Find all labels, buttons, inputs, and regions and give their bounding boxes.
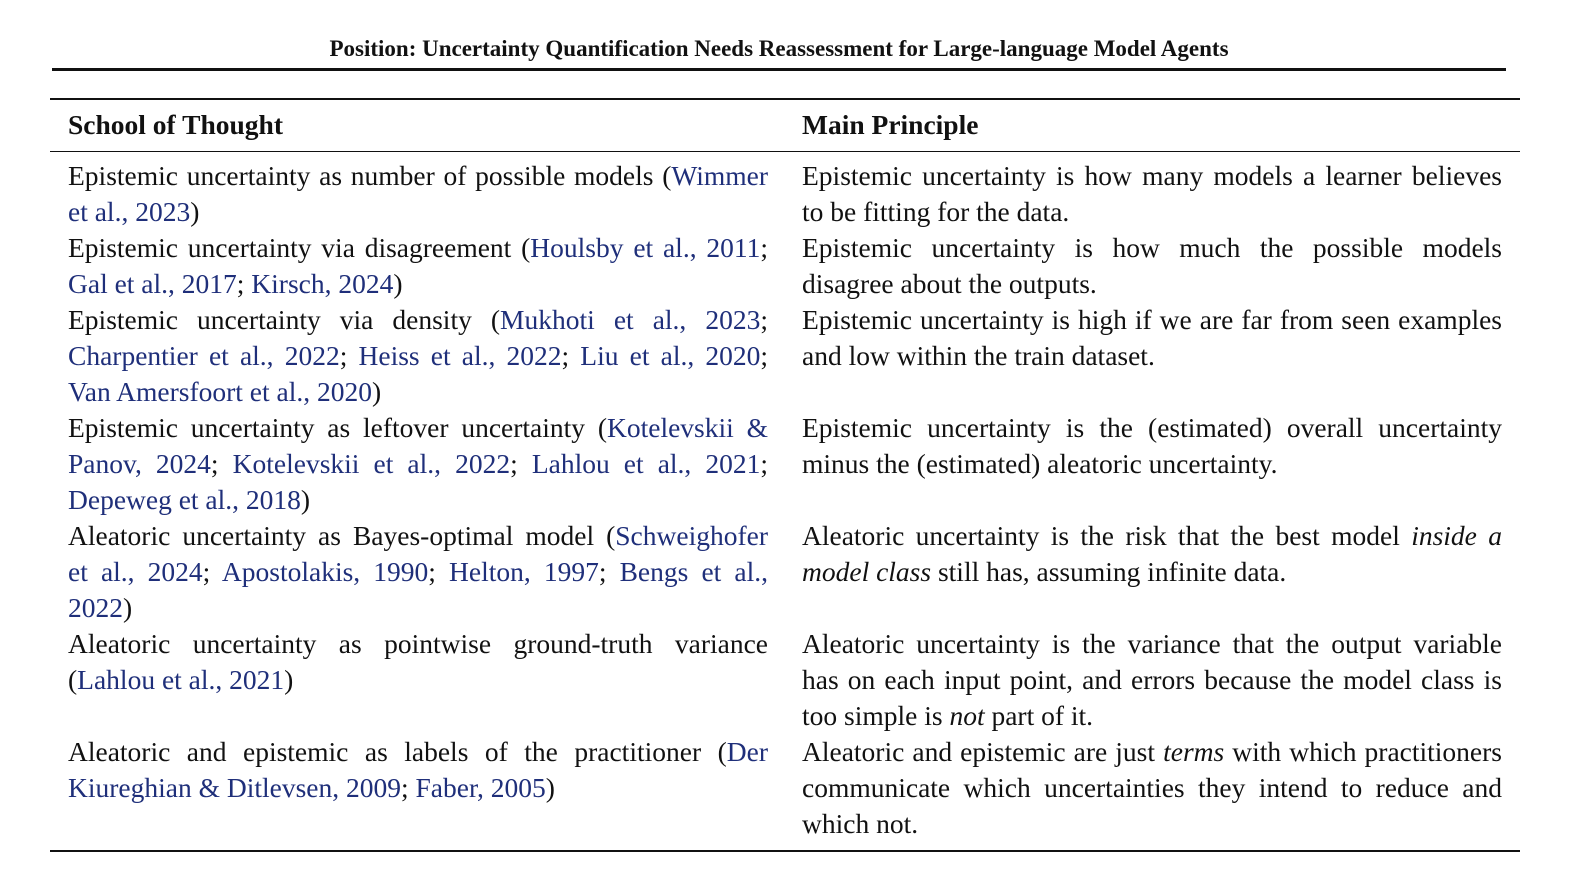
- school-of-thought-cell: Epistemic uncertainty as number of possible models (Wimmer et al., 2023): [68, 160, 768, 227]
- table-body: [50, 152, 1520, 851]
- emphasis-text: inside a model class: [802, 520, 1502, 587]
- citation-link[interactable]: Kotelevskii et al., 2022: [232, 448, 511, 479]
- citation-link[interactable]: Liu et al., 2020: [580, 340, 761, 371]
- citation-link[interactable]: Helton, 1997: [449, 556, 599, 587]
- citation-link[interactable]: Lahlou et al., 2021: [77, 664, 285, 695]
- citation-link[interactable]: Kirsch, 2024: [251, 268, 394, 299]
- school-of-thought-cell: Epistemic uncertainty as leftover uncertainty (Kotelevskii & Panov, 2024; Kotelevskii et al., 2022; Lahlou et al., 2021; Depeweg et al., 2018): [68, 412, 769, 515]
- table-row: [50, 152, 1520, 231]
- main-principle-cell: Epistemic uncertainty is how many models a learner believes to be fitting for the data.: [802, 160, 1502, 227]
- table-header-row: [50, 100, 1520, 152]
- citation-link[interactable]: Heiss et al., 2022: [358, 340, 562, 371]
- citation-link[interactable]: Depeweg et al., 2018: [68, 484, 301, 515]
- school-of-thought-cell: Epistemic uncertainty via density (Mukhoti et al., 2023; Charpentier et al., 2022; Heiss et al., 2022; Liu et al., 2020; Van Amersfoort et al., 2020): [68, 304, 769, 407]
- citation-link[interactable]: Charpentier et al., 2022: [68, 340, 340, 371]
- citation-link[interactable]: Der Kiureghian & Ditlevsen, 2009: [68, 736, 768, 803]
- school-of-thought-cell: Epistemic uncertainty via disagreement (Houlsby et al., 2011; Gal et al., 2017; Kirsch, 2024): [68, 232, 769, 299]
- citation-link[interactable]: Van Amersfoort et al., 2020: [68, 376, 372, 407]
- running-header: Position: Uncertainty Quantification Needs Reassessment for Large-language Model Agents: [52, 34, 1506, 71]
- school-of-thought-cell: Aleatoric uncertainty as pointwise ground-truth variance (Lahlou et al., 2021): [68, 628, 768, 695]
- citation-link[interactable]: Kotelevskii & Panov, 2024: [68, 412, 768, 479]
- table-row: [50, 518, 1520, 626]
- table-row: [50, 302, 1520, 410]
- main-principle-cell: Aleatoric uncertainty is the variance that the output variable has on each input point, and errors because the model class is too simple is not part of it.: [802, 628, 1502, 731]
- main-principle-cell: Aleatoric and epistemic are just terms with which practitioners communicate which uncertainties they intend to reduce and which not.: [802, 736, 1502, 839]
- header-main-principle: Main Principle: [784, 100, 1520, 152]
- schools-of-thought-table: [50, 98, 1520, 852]
- citation-link[interactable]: Bengs et al., 2022: [68, 556, 768, 623]
- table-row: [50, 230, 1520, 302]
- table-row: [50, 626, 1520, 734]
- citation-link[interactable]: Wimmer et al., 2023: [68, 160, 768, 227]
- emphasis-text: terms: [1163, 736, 1225, 767]
- main-principle-cell: Epistemic uncertainty is the (estimated) overall uncertainty minus the (estimated) aleatoric uncertainty.: [802, 412, 1502, 479]
- main-principle-cell: Epistemic uncertainty is high if we are far from seen examples and low within the train dataset.: [802, 304, 1502, 371]
- table-row: [50, 734, 1520, 850]
- header-school-of-thought: School of Thought: [50, 100, 784, 152]
- citation-link[interactable]: Faber, 2005: [415, 772, 546, 803]
- table-row: [50, 410, 1520, 518]
- emphasis-text: not: [949, 700, 985, 731]
- citation-link[interactable]: Houlsby et al., 2011: [530, 232, 761, 263]
- main-principle-cell: Aleatoric uncertainty is the risk that the best model inside a model class still has, assuming infinite data.: [802, 520, 1502, 587]
- citation-link[interactable]: Lahlou et al., 2021: [531, 448, 761, 479]
- citation-link[interactable]: Apostolakis, 1990: [221, 556, 429, 587]
- school-of-thought-cell: Aleatoric and epistemic as labels of the practitioner (Der Kiureghian & Ditlevsen, 2009; Faber, 2005): [68, 736, 768, 803]
- citation-link[interactable]: Gal et al., 2017: [68, 268, 237, 299]
- main-principle-cell: Epistemic uncertainty is how much the possible models disagree about the outputs.: [802, 232, 1502, 299]
- school-of-thought-cell: Aleatoric uncertainty as Bayes-optimal model (Schweighofer et al., 2024; Apostolakis, 1990; Helton, 1997; Bengs et al., 2022): [68, 520, 768, 623]
- citation-link[interactable]: Mukhoti et al., 2023: [500, 304, 761, 335]
- citation-link[interactable]: Schweighofer et al., 2024: [68, 520, 768, 587]
